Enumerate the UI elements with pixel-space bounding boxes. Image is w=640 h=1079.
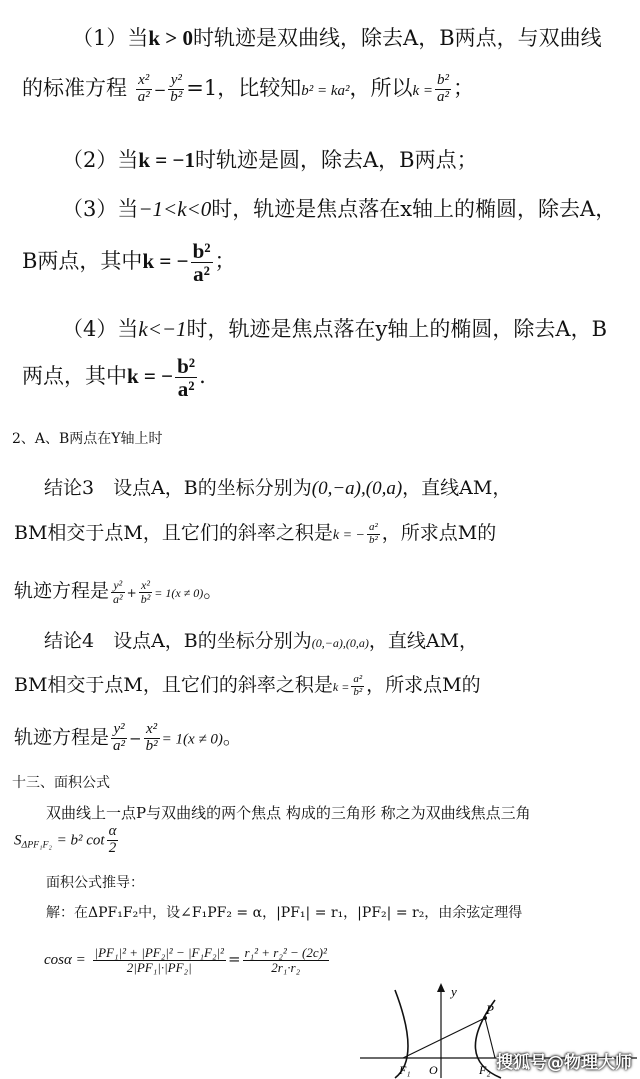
conclusion4-k-fraction: $\frac{\text{a²}}{\text{b²}}$ xyxy=(353,672,363,698)
case3-condition: −1<k<0 xyxy=(138,197,212,221)
conclusion4-line2 xyxy=(14,670,481,698)
y-label: y xyxy=(451,984,457,999)
case1-line2-mid2: ，所以 xyxy=(349,76,413,100)
area-intro: 双曲线上一点P与双曲线的两个焦点 构成的三角形 称之为双曲线焦点三角 xyxy=(46,804,531,822)
standard-eq-x-fraction: $\frac{\text{x²}}{\text{a²}}$ xyxy=(137,72,150,105)
case4-line1 xyxy=(62,313,607,343)
case1-line2: 的标准方程 $\frac{\text{x²}}{\text{a²}}$ − $\frac{\text{y²}}{\text{b²}}$ =1，比较知b² = ka²，所以k = $\frac{\text{b²}}{\text{a²}}$ ； xyxy=(22,72,475,105)
case4-line2 xyxy=(22,355,206,400)
case1-prefix: （1）当 xyxy=(72,26,149,50)
conclusion4-coords: (0,−a),(0,a) xyxy=(311,636,369,650)
conclusion4-y-fraction: $\frac{\text{y²}}{\text{a²}}$ xyxy=(113,721,126,754)
case2-prefix: （2）当 xyxy=(62,148,139,172)
watermark: 搜狐号@物理大师 xyxy=(496,1053,632,1073)
case1-k-fraction: $\frac{\text{b²}}{\text{a²}}$ xyxy=(437,72,450,105)
conclusion4-eq-tail: = 1(x ≠ 0) xyxy=(161,731,223,748)
conclusion4-x-fraction: $\frac{\text{x²}}{\text{b²}}$ xyxy=(145,721,158,754)
conclusion3-text1-end: ，直线AM， xyxy=(402,477,512,499)
case1-line2-mid: =1，比较知 xyxy=(186,76,302,100)
case1-rest: 时轨迹是双曲线，除去A，B两点，与双曲线 xyxy=(193,26,602,50)
o-label: O xyxy=(429,1063,438,1077)
conclusion4-text2: BM相交于点M，且它们的斜率之积是 xyxy=(14,674,333,696)
cos-eq: = xyxy=(227,950,241,969)
derive-line: 解：在ΔPF₁F₂中，设∠F₁PF₂ = α，|PF₁| = r₁，|PF₂| = r₂，由余弦定理得 xyxy=(46,905,523,921)
conclusion3-text2-end: ，所求点M的 xyxy=(381,522,497,544)
case2-condition: k = −1 xyxy=(138,148,195,172)
case3-prefix: （3）当 xyxy=(62,197,139,221)
case4-end: . xyxy=(199,364,206,389)
conclusion3-text3: 轨迹方程是 xyxy=(14,580,110,602)
case4-k-fraction: $\frac{\text{b²}}{\text{a²}}$ xyxy=(177,354,196,402)
conclusion3-end: 。 xyxy=(203,580,223,602)
cos-fraction-2: $\frac{\text{r₁² + r₂² − (2c)²}}{\text{2r₁·r₂}}$ xyxy=(244,945,327,975)
case3-rest: 时，轨迹是焦点落在x轴上的椭圆，除去A， xyxy=(211,197,617,221)
conclusion3-k-fraction: $\frac{\text{a²}}{\text{b²}}$ xyxy=(368,520,378,546)
area-formula-s: S xyxy=(14,832,22,849)
conclusion4-text2-end: ，所求点M的 xyxy=(366,674,481,696)
case2-rest: 时轨迹是圆，除去A，B两点； xyxy=(195,148,478,172)
case1-relation: b² = ka² xyxy=(301,83,350,99)
case3-line1 xyxy=(62,193,616,223)
standard-eq-y-fraction: $\frac{\text{y²}}{\text{b²}}$ xyxy=(170,72,183,105)
conclusion4-end: 。 xyxy=(222,726,242,749)
case1-k-eq: k = xyxy=(412,83,434,99)
section13-heading: 十三、面积公式 xyxy=(12,775,110,791)
cos-lhs: cosα = xyxy=(44,952,86,969)
case4-line2-prefix: 两点，其中 xyxy=(22,364,127,389)
area-formula-sub: ΔPF₁F₂ xyxy=(21,839,52,851)
case2-line xyxy=(62,144,478,174)
case3-line2-prefix: B两点，其中 xyxy=(22,249,143,274)
conclusion3-x-fraction: $\frac{\text{x²}}{\text{b²}}$ xyxy=(140,577,151,606)
pf1-segment xyxy=(403,1018,485,1058)
case1-line2-prefix: 的标准方程 xyxy=(22,76,127,100)
case3-end: ； xyxy=(214,249,236,274)
conclusion3-line2 xyxy=(14,518,496,546)
p-label: P xyxy=(486,1002,494,1017)
section2-heading: 2、A、B两点在Y轴上时 xyxy=(12,431,163,447)
case3-k-eq: k = − xyxy=(142,249,189,274)
conclusion4-line3: 轨迹方程是 $\frac{\text{y²}}{\text{a²}}$ − $\frac{\text{x²}}{\text{b²}}$ = 1(x ≠ 0)。 xyxy=(14,721,242,754)
conclusion4-line1 xyxy=(44,626,478,653)
f1-label: F₁ xyxy=(399,1063,411,1077)
cos-fraction-1: $\frac{\text{|PF₁|² + |PF₂|² − |F₁F₂|²}}{\text{2|PF₁|·|PF₂|}}$ xyxy=(94,945,224,975)
conclusion3-text2: BM相交于点M，且它们的斜率之积是 xyxy=(14,522,333,544)
conclusion4-text1: 结论4 设点A，B的坐标分别为 xyxy=(44,630,312,652)
case4-condition: k<−1 xyxy=(138,317,187,341)
conclusion3-y-fraction: $\frac{\text{y²}}{\text{a²}}$ xyxy=(113,577,123,606)
cosine-formula xyxy=(44,946,331,974)
y-axis-arrow xyxy=(437,983,445,992)
conclusion4-text1-end: ，直线AM， xyxy=(368,630,479,652)
case1-condition: k > 0 xyxy=(148,26,194,50)
conclusion4-text3: 轨迹方程是 xyxy=(14,726,110,749)
case3-line2 xyxy=(22,240,236,285)
derive-title: 面积公式推导： xyxy=(46,875,144,891)
case1-end: ； xyxy=(453,76,475,100)
conclusion3-line3: 轨迹方程是 $\frac{\text{y²}}{\text{a²}}$ + $\frac{\text{x²}}{\text{b²}}$ = 1(x ≠ 0)。 xyxy=(14,577,223,606)
conclusion3-k-eq: k = − xyxy=(332,528,365,543)
case4-k-eq: k = − xyxy=(127,364,174,389)
case3-k-fraction: $\frac{\text{b²}}{\text{a²}}$ xyxy=(192,239,211,287)
conclusion3-line1 xyxy=(44,473,511,500)
conclusion4-k-eq: k = xyxy=(332,680,350,694)
area-formula-alpha-fraction: $\frac{\alpha}{2}$ xyxy=(108,823,117,856)
case4-rest: 时，轨迹是焦点落在y轴上的椭圆，除去A，B xyxy=(186,317,608,341)
area-formula xyxy=(14,824,120,857)
case4-prefix: （4）当 xyxy=(62,317,139,341)
area-formula-rhs: = b² cot xyxy=(56,832,105,849)
pf2-segment xyxy=(485,1018,495,1058)
conclusion3-text1: 结论3 设点A，B的坐标分别为 xyxy=(44,477,312,499)
conclusion3-eq-tail: = 1(x ≠ 0) xyxy=(154,586,204,600)
conclusion3-coords: (0,−a),(0,a) xyxy=(311,478,403,499)
case1-line1 xyxy=(72,22,602,52)
f2-label: F₂ xyxy=(479,1063,491,1077)
